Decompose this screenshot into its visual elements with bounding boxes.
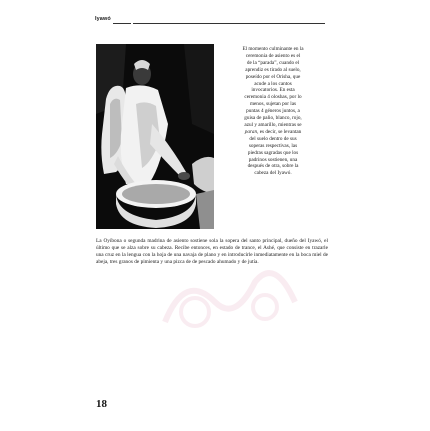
watermark-logo <box>155 262 305 342</box>
caption-line: ceremonia de asiento es el <box>245 52 301 59</box>
caption-line: aprendiz es tirado al suelo, <box>245 66 301 73</box>
caption-line: de la “parada”, cuando el <box>246 59 300 66</box>
caption-line: puntas 4 géneros juntos, a <box>246 108 300 115</box>
caption-line: del suelo dentro de sus <box>249 135 297 142</box>
page-number: 18 <box>96 398 107 410</box>
caption-line: guisa de palio, blanco, rojo, <box>244 115 302 122</box>
caption-italic-word: paran <box>244 128 258 135</box>
caption-line: poseído por el Orisha, que <box>245 73 301 80</box>
caption-line: acude a los cantos <box>254 80 292 87</box>
header-rule <box>133 23 325 24</box>
caption-line: piedras sagradas que los <box>247 149 299 156</box>
caption-line: ceremonia 4 oloshas, por lo <box>244 94 302 101</box>
caption-line: cabeza del Iyawó. <box>254 170 292 177</box>
caption-line: El momento culminante en la <box>242 46 304 52</box>
caption-line: padrinos sostienen, una <box>248 156 298 163</box>
body-paragraph: La Oyíbona o segunda madrina de asiento sostiene sola la sopera del santo principal, dueño del Iyawó, el último que se alza sobre su cabeza. Recibe entonces, en estado de trance, el Ashé, que consiste en trazarle una cruz en la lengua con la hoja de una navaja de plano y en introducirle inmediatamente en la boca miel de abeja, tres granos de pimienta y una pizca de de pescado ahumado y de jutía. <box>96 238 328 266</box>
running-header-word: Iyawó <box>95 16 111 22</box>
caption-line: invocatorios. En esta <box>251 87 295 94</box>
ceremony-photo <box>96 44 214 229</box>
caption-line-rest: , es decir, se levantan <box>257 128 302 135</box>
caption-line: después de otra, sobre la <box>247 163 299 170</box>
caption-line: soperas respectivas, las <box>248 142 298 149</box>
caption-line-italic <box>218 129 328 136</box>
running-header <box>95 16 327 26</box>
caption-line: azul y amarillo, mientras se <box>244 121 302 128</box>
header-underline <box>113 23 131 24</box>
photo-caption <box>218 46 328 177</box>
caption-line: menos, sujetan por las <box>249 101 297 108</box>
